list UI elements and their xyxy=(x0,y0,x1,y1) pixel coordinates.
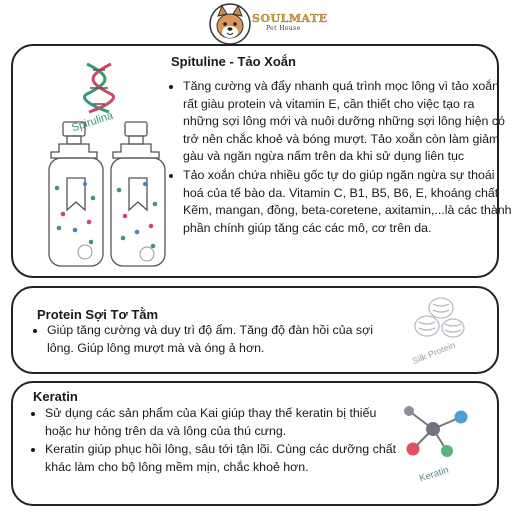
brand-logo xyxy=(208,2,348,46)
spirulina-image-label: Spirulina xyxy=(70,109,115,135)
silk-cocoon-icon xyxy=(409,294,469,342)
list-item: • Tảo xoắn chứa nhiều gốc tự do giúp ngăn ngừa sự thoái hoá của tế bào da. Vitamin C, B1, B5, B6, E, khoáng chất Kẽm, mangan, đồng, beta-coretene, axitamin,...là các thành phần chính giúp tăng các các mô, cơ trên da. xyxy=(183,167,512,237)
spirulina-card xyxy=(11,44,512,278)
keratin-molecule-icon xyxy=(397,401,473,463)
spirulina-bullet-list xyxy=(167,78,512,238)
list-item: • Tăng cường và đẩy nhanh quá trình mọc lông vì tảo xoắn rất giàu protein và vitamin E, cần thiết cho việc tạo ra những sợi lông mới và nuôi dưỡng những sợi lông hiện có trở nên chắc khoẻ và bóng mượt. Tảo xoắn còn làm giảm gàu và ngăn ngừa nấm trên da khi sử dụng liên tục xyxy=(183,78,512,166)
silk-protein-bullet-list xyxy=(31,322,403,358)
keratin-bullet-list xyxy=(29,405,405,477)
brand-name: SOULMATE xyxy=(252,12,328,25)
silk-protein-card xyxy=(11,286,499,374)
dog-logo-icon xyxy=(208,2,252,46)
brand-subtitle: Pet House xyxy=(266,25,301,32)
spirulina-title: Spituline - Tảo Xoắn xyxy=(171,54,296,69)
silk-protein-image-label: Silk Protein xyxy=(410,339,457,367)
spray-bottles-icon xyxy=(45,118,169,270)
keratin-image-label: Keratin xyxy=(418,464,451,485)
dna-icon xyxy=(81,62,117,114)
list-item: • Giúp tăng cường và duy trì độ ẩm. Tăng độ đàn hồi của sợi lông. Giúp lông mượt mà và óng ả hơn. xyxy=(47,322,403,357)
keratin-card xyxy=(11,381,499,506)
keratin-title: Keratin xyxy=(33,389,78,404)
list-item: • Keratin giúp phục hồi lông, sâu tới tận lõi. Cùng các dưỡng chất khác làm cho bộ lông mềm mịn, chắc khoẻ hơn. xyxy=(45,441,405,476)
list-item: • Sử dụng các sản phẩm của Kai giúp thay thế keratin bị thiếu hoặc hư hỏng trên da và lông của thú cưng. xyxy=(45,405,405,440)
silk-protein-title: Protein Sợi Tơ Tằm xyxy=(37,307,159,322)
